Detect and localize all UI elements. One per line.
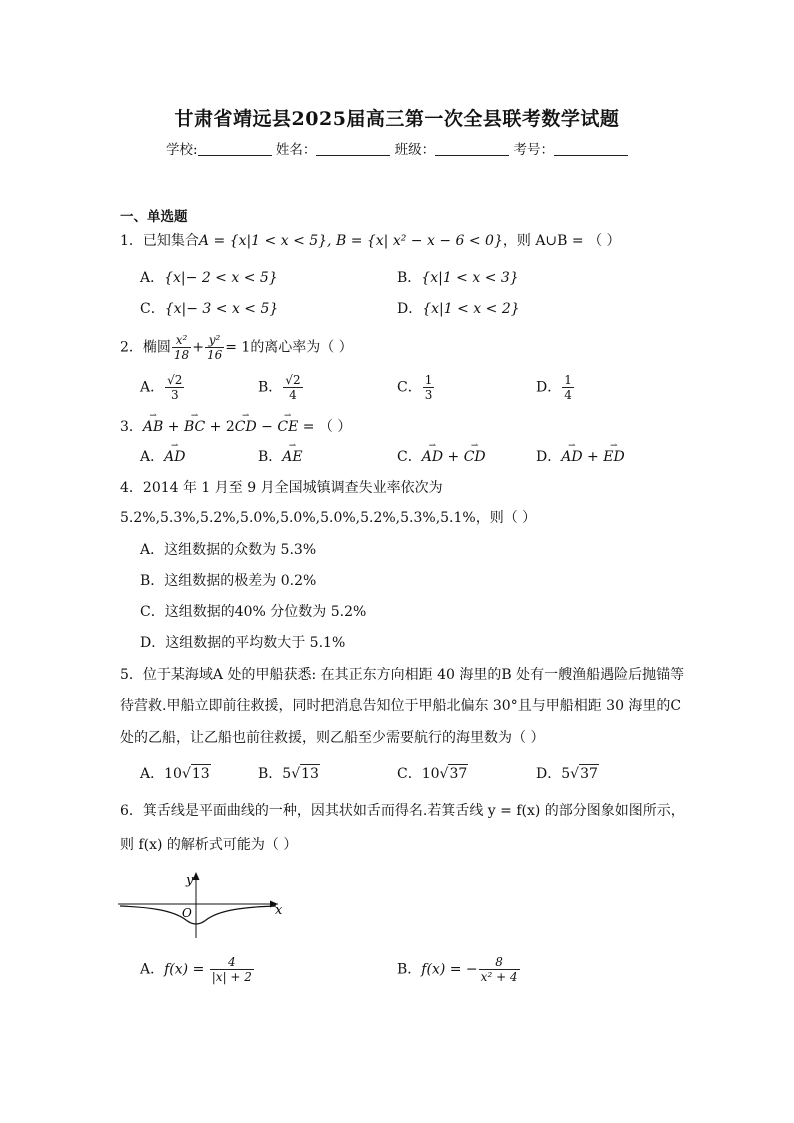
q3-option-d[interactable]: D．⇀ AD + ⇀ ED — [536, 448, 625, 466]
q6-option-a[interactable]: A．f(x) = $\frac{4}{|x| + 2}$ — [140, 955, 252, 984]
q1-stem: 1．已知集合 — [120, 233, 199, 249]
q1-sets: A = {x|1 < x < 5}, B = {x| x² − x − 6 < 0} — [198, 233, 503, 249]
school-label: 学校: — [166, 142, 198, 158]
name-blank[interactable] — [316, 142, 390, 156]
q4-option-b[interactable]: B．这组数据的极差为 0.2% — [140, 573, 317, 589]
q5-option-a[interactable]: A．10√13 — [140, 766, 210, 782]
q5-option-c[interactable]: C．10√37 — [397, 766, 468, 782]
question-3: 3．⇀ AB + ⇀ BC + 2⇀ CD − ⇀ CE = （ ） — [120, 418, 351, 436]
q1-option-a[interactable]: A．{x|− 2 < x < 5} — [140, 270, 278, 286]
witch-curve — [120, 906, 276, 924]
q2-option-a[interactable]: A． $\frac{√2}{3}$ — [140, 373, 183, 402]
q5-stem-line-3: 处的乙船，让乙船也前往救援，则乙船至少需要航行的海里数为（ ） — [120, 730, 545, 746]
student-info-line — [0, 138, 794, 158]
q5-option-b[interactable]: B．5√13 — [258, 766, 319, 782]
q1-option-c[interactable]: C．{x|− 3 < x < 5} — [140, 301, 279, 317]
question-2: 2．椭圆 $\frac{\text{x²}}{18}$ + $\frac{\text{y²}}{16}$ = 1的离心率为（ ） — [120, 333, 353, 362]
y-axis-label: y — [186, 873, 194, 888]
q6-stem-line-1: 6．箕舌线是平面曲线的一种，因其状如舌而得名.若箕舌线 y = f(x) 的部分图象如图所示， — [120, 803, 685, 819]
class-blank[interactable] — [435, 142, 509, 156]
q4-stem-line-2: 5.2%,5.3%,5.2%,5.0%,5.0%,5.0%,5.2%,5.3%,5.1%，则（ ） — [120, 510, 537, 526]
q2-stem: 2．椭圆 — [120, 339, 171, 356]
q6-stem-line-2: 则 f(x) 的解析式可能为（ ） — [120, 837, 298, 853]
q2-ask: 的离心率为（ ） — [250, 339, 353, 356]
q1-option-d[interactable]: D．{x|1 < x < 2} — [397, 301, 520, 317]
vector-cd: ⇀ CD — [235, 418, 257, 436]
q3-option-b[interactable]: B．⇀ AE — [258, 448, 303, 466]
q4-option-a[interactable]: A．这组数据的众数为 5.3% — [140, 542, 317, 558]
q5-option-d[interactable]: D．5√37 — [536, 766, 598, 782]
x-axis-label: x — [275, 903, 283, 918]
number-blank[interactable] — [554, 142, 628, 156]
name-label: 姓名： — [275, 142, 317, 158]
vector-ab: ⇀ AB — [143, 418, 163, 436]
q5-stem-line-1: 5．位于某海域A 处的甲船获悉: 在其正东方向相距 40 海里的B 处有一艘渔船遇险后抛锚等 — [120, 667, 685, 683]
q1-option-b[interactable]: B．{x|1 < x < 3} — [397, 270, 519, 286]
q1-ask: ，则 A∪B = （ ） — [502, 233, 621, 249]
q4-option-c[interactable]: C．这组数据的40% 分位数为 5.2% — [140, 604, 367, 620]
section-heading: 一、单选题 — [120, 209, 188, 225]
vector-bc: ⇀ BC — [184, 418, 205, 436]
q2-option-b[interactable]: B． $\frac{√2}{4}$ — [258, 373, 301, 402]
q2-option-d[interactable]: D． $\frac{1}{4}$ — [536, 373, 572, 402]
class-label: 班级： — [394, 142, 436, 158]
school-blank[interactable] — [198, 142, 272, 156]
page-title: 甘肃省靖远县2025届高三第一次全县联考数学试题 — [174, 108, 620, 130]
origin-label: O — [182, 906, 192, 920]
q3-option-c[interactable]: C．⇀ AD + ⇀ CD — [397, 448, 486, 466]
q2-fraction-y: $\frac{\text{y²}}{16}$ — [206, 333, 223, 362]
q5-stem-line-2: 待营救.甲船立即前往救援，同时把消息告知位于甲船北偏东 30°且与甲船相距 30 海里的C — [120, 698, 682, 714]
q2-option-c[interactable]: C． $\frac{1}{3}$ — [397, 373, 433, 402]
q3-option-a[interactable]: A．⇀ AD — [140, 448, 185, 466]
y-axis-arrow — [193, 872, 200, 880]
q4-stem-line-1: 4．2014 年 1 月至 9 月全国城镇调查失业率依次为 — [120, 480, 443, 496]
number-label: 考号： — [513, 142, 554, 158]
question-1 — [120, 232, 621, 250]
vector-ce: ⇀ CE — [277, 418, 298, 436]
witch-curve-graph — [118, 868, 288, 940]
q6-option-b[interactable]: B．f(x) = − $\frac{8}{\text{x² + 4}}$ — [397, 955, 518, 984]
q4-option-d[interactable]: D．这组数据的平均数大于 5.1% — [140, 635, 346, 651]
q2-fraction-x: $\frac{\text{x²}}{18}$ — [173, 333, 190, 362]
